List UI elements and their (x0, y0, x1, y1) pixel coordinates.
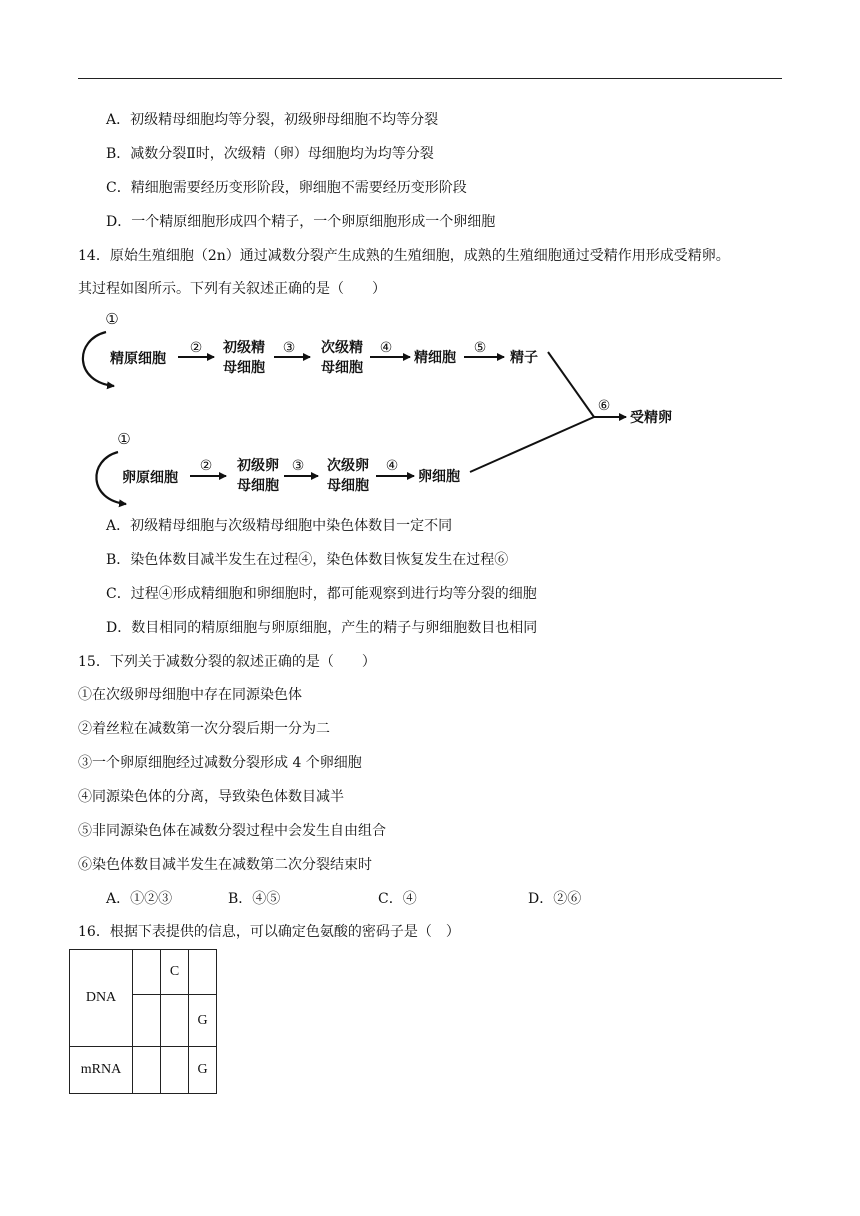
male-step3-label: ③ (282, 340, 296, 356)
q14-stem-line2: 其过程如图所示。下列有关叙述正确的是（ ） (78, 281, 386, 297)
female-step2-label: ② (199, 458, 213, 474)
q15-statement-2: ②着丝粒在减数第一次分裂后期一分为二 (78, 721, 330, 737)
dna-row1-cell3 (189, 950, 217, 995)
q15-option-d: D．②⑥ (528, 891, 582, 907)
gametogenesis-diagram (74, 302, 714, 512)
dna-row2-cell1 (133, 995, 161, 1047)
zygote: 受精卵 (630, 410, 672, 426)
egg-to-fertilization-line (470, 417, 594, 472)
mrna-cell1 (133, 1047, 161, 1094)
male-step4-label: ④ (379, 340, 393, 356)
female-step3-label: ③ (291, 458, 305, 474)
q13-option-a: A．初级精母细胞均等分裂，初级卵母细胞不均等分裂 (106, 112, 439, 128)
dna-row2-cell3: G (189, 995, 217, 1047)
female-egg: 卵细胞 (418, 469, 460, 485)
dna-row2-cell2 (161, 995, 189, 1047)
q15-statement-4: ④同源染色体的分离，导致染色体数目减半 (78, 789, 344, 805)
q15-option-c: C．④ (378, 891, 417, 907)
male-primary-l1: 初级精 (223, 340, 265, 356)
q14-option-b: B．染色体数目减半发生在过程④，染色体数目恢复发生在过程⑥ (106, 552, 509, 568)
q16-stem: 16．根据下表提供的信息，可以确定色氨酸的密码子是（ ） (78, 924, 460, 940)
q15-option-a: A．①②③ (106, 891, 173, 907)
header-rule (78, 78, 782, 79)
mrna-cell2 (161, 1047, 189, 1094)
q15-statement-1: ①在次级卵母细胞中存在同源染色体 (78, 687, 302, 703)
sperm-to-fertilization-line (548, 352, 594, 417)
male-spermatid: 精细胞 (414, 350, 456, 366)
q15-stem: 15．下列关于减数分裂的叙述正确的是（ ） (78, 654, 376, 670)
female-secondary-l1: 次级卵 (327, 458, 369, 474)
mrna-row-label: mRNA (70, 1047, 133, 1094)
q13-option-b: B．减数分裂Ⅱ时，次级精（卵）母细胞均为均等分裂 (106, 146, 434, 162)
female-cycle-label: ① (117, 430, 131, 448)
female-primary-l1: 初级卵 (237, 458, 279, 474)
q14-option-a: A．初级精母细胞与次级精母细胞中染色体数目一定不同 (106, 518, 453, 534)
dna-row-label: DNA (70, 950, 133, 1047)
female-secondary-l2: 母细胞 (327, 478, 369, 494)
dna-row1-cell2: C (161, 950, 189, 995)
male-secondary-l1: 次级精 (321, 340, 363, 356)
male-primary-l2: 母细胞 (223, 360, 265, 376)
codon-table (69, 949, 217, 1094)
q15-statement-6: ⑥染色体数目减半发生在减数第二次分裂结束时 (78, 857, 372, 873)
q14-option-c: C．过程④形成精细胞和卵细胞时，都可能观察到进行均等分裂的细胞 (106, 586, 537, 602)
male-step2-label: ② (189, 340, 203, 356)
female-start-cell: 卵原细胞 (122, 470, 178, 486)
mrna-cell3: G (189, 1047, 217, 1094)
male-start-cell: 精原细胞 (110, 351, 166, 367)
q13-option-d: D．一个精原细胞形成四个精子，一个卵原细胞形成一个卵细胞 (106, 214, 496, 230)
male-secondary-l2: 母细胞 (321, 360, 363, 376)
female-primary-l2: 母细胞 (237, 478, 279, 494)
q14-stem-line1: 14．原始生殖细胞（2n）通过减数分裂产生成熟的生殖细胞，成熟的生殖细胞通过受精作用形成受精卵。 (78, 248, 730, 264)
q15-statement-5: ⑤非同源染色体在减数分裂过程中会发生自由组合 (78, 823, 386, 839)
fertilization-label: ⑥ (597, 398, 611, 414)
dna-row1-cell1 (133, 950, 161, 995)
q14-option-d: D．数目相同的精原细胞与卵原细胞，产生的精子与卵细胞数目也相同 (106, 620, 538, 636)
q15-option-b: B．④⑤ (228, 891, 281, 907)
male-step5-label: ⑤ (473, 340, 487, 356)
q13-option-c: C．精细胞需要经历变形阶段，卵细胞不需要经历变形阶段 (106, 180, 467, 196)
female-step4-label: ④ (385, 458, 399, 474)
male-cycle-label: ① (105, 310, 119, 328)
male-sperm: 精子 (510, 350, 538, 366)
q15-statement-3: ③一个卵原细胞经过减数分裂形成 4 个卵细胞 (78, 755, 362, 771)
